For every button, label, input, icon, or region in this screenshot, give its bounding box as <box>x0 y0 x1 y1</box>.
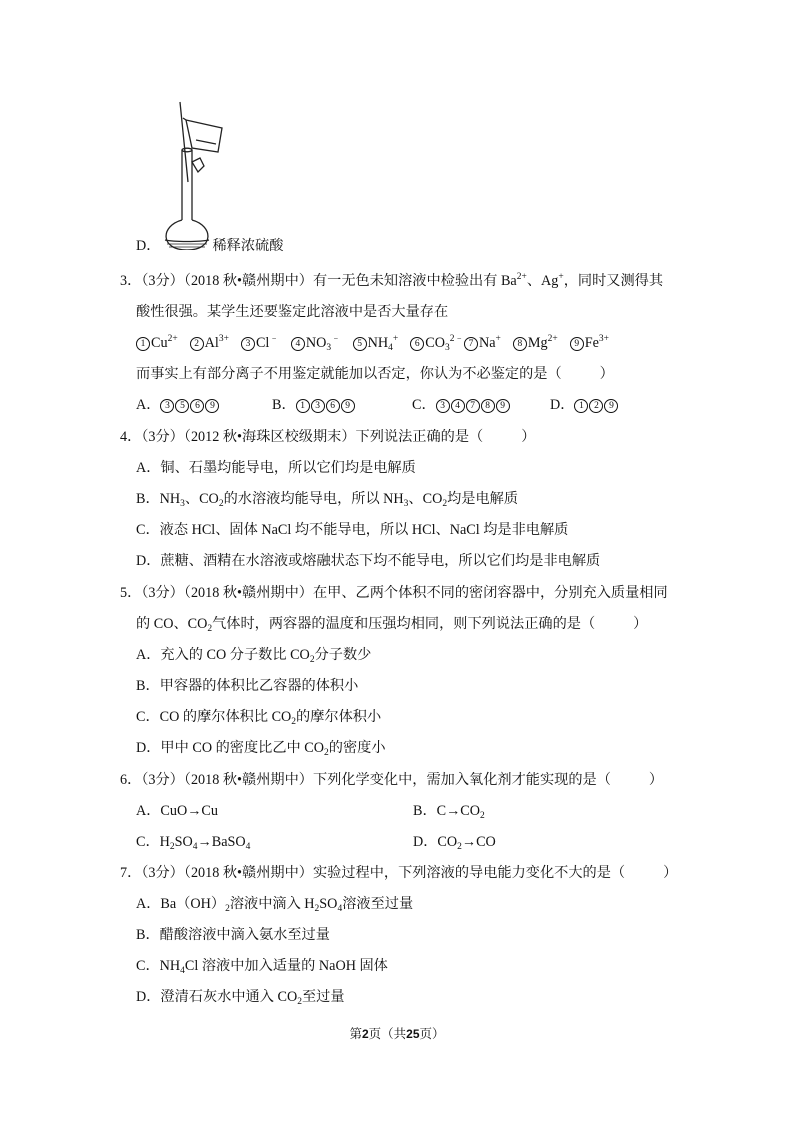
circled-number: 3 <box>311 399 325 413</box>
option-letter: D． <box>550 397 575 413</box>
circled-number: 9 <box>205 399 219 413</box>
circled-number: 3 <box>160 399 174 413</box>
ion-charge: ﹣ <box>269 334 279 344</box>
q7-stem <box>120 863 677 883</box>
ion-symbol: CO <box>425 335 445 351</box>
ion-charge: + <box>392 334 399 344</box>
ion-subscript: 3 <box>326 343 332 353</box>
q7-option-a: A．$Ba(OH)_2$溶液中滴入 $H_2SO_4$溶液至过量 <box>136 896 414 914</box>
ion-symbol: Al <box>204 335 219 351</box>
circled-number: 6 <box>410 337 424 351</box>
option-letter: C． <box>412 397 436 413</box>
ion-symbol: Cu <box>151 335 168 351</box>
question-source: （3分）（2018 秋•赣州期中） <box>141 865 313 881</box>
q3-stem-line4 <box>136 364 614 384</box>
q3-stem-line1 <box>120 271 663 291</box>
circled-number: 4 <box>291 337 305 351</box>
option-letter: B． <box>272 397 296 413</box>
circled-number: 8 <box>513 337 527 351</box>
ion-item <box>464 335 501 351</box>
question-number: 5． <box>120 585 142 601</box>
ion-item <box>513 335 558 351</box>
q5-stem-line2: 的 CO、$CO_2$气体时，两容器的温度和压强均相同，则下列说法正确的是（ ） <box>136 616 648 634</box>
q3-option-b[interactable] <box>272 395 356 415</box>
ion-symbol: Cl <box>255 335 270 351</box>
question-number: 7． <box>120 865 142 881</box>
q3-option-d[interactable] <box>550 395 619 415</box>
circled-number: 9 <box>570 337 584 351</box>
q4-stem <box>120 427 535 447</box>
q6-option-a: A．CuO→Cu <box>136 803 218 819</box>
question-text: 下列说法正确的是（ <box>355 429 484 445</box>
circled-number: 8 <box>481 399 495 413</box>
q4-option-a: A．铜、石墨均能导电，所以它们均是电解质 <box>136 460 416 476</box>
circled-number: 6 <box>190 399 204 413</box>
q7-option-d: D．澄清石灰水中通入 $CO_2$至过量 <box>136 989 345 1007</box>
circled-number: 2 <box>190 337 204 351</box>
question-number: 4． <box>120 429 142 445</box>
question-text: ） <box>521 429 536 445</box>
q6-option-d: D．$CO_2\to CO$ <box>413 834 496 852</box>
question-source: （3分）（2018 秋•赣州期中） <box>141 772 313 788</box>
circled-number: 1 <box>296 399 310 413</box>
ion-charge: 2+ <box>516 272 527 282</box>
circled-number: 1 <box>574 399 588 413</box>
q4-option-c: C．液态 HCl、固体 NaCl 均不能导电，所以 HCl、NaCl 均是非电解质 <box>136 522 569 538</box>
question-number: 3． <box>120 273 142 289</box>
question-source: （3分）（2018 秋•赣州期中） <box>141 273 313 289</box>
question-text: 下列化学变化中，需加入氧化剂才能实现的是（ <box>312 772 611 788</box>
ion-symbol: Na <box>479 335 496 351</box>
q5-stem-line1 <box>120 583 668 603</box>
option-letter: D． <box>136 238 161 254</box>
question-text: 、Ag <box>526 273 559 289</box>
q4-option-d: D．蔗糖、酒精在水溶液或熔融状态下均不能导电，所以它们均是非电解质 <box>136 553 601 569</box>
ion-charge: 3+ <box>598 334 610 344</box>
q3-option-c[interactable] <box>412 395 511 415</box>
circled-number: 7 <box>464 337 478 351</box>
ion-item <box>136 335 178 351</box>
ion-charge: + <box>495 334 501 344</box>
q4-option-b: B．$NH_3$、$CO_2$的水溶液均能导电，所以 $NH_3$、$CO_2$均是电解质 <box>136 491 519 509</box>
circled-number: 6 <box>326 399 340 413</box>
ion-charge: 3+ <box>218 334 229 344</box>
ion-item <box>291 335 341 351</box>
question-text: ，同时又测得其 <box>563 273 664 289</box>
volumetric-flask-figure <box>152 100 232 250</box>
circled-number: 5 <box>175 399 189 413</box>
ion-symbol: NO <box>305 335 327 351</box>
ion-charge: 2+ <box>547 334 558 344</box>
q7-option-b: B．醋酸溶液中滴入氨水至过量 <box>136 927 330 943</box>
question-text: 实验过程中，下列溶液的导电能力变化不大的是（ <box>312 865 626 881</box>
question-source: （3分）（2012 秋•海珠区校级期末） <box>141 429 356 445</box>
q6-stem <box>120 770 663 790</box>
circled-number: 9 <box>604 399 618 413</box>
total-pages: 25 <box>406 1027 420 1041</box>
ion-item <box>241 335 279 351</box>
q3-stem-line2: 酸性很强。某学生还要鉴定此溶液中是否大量存在 <box>136 304 449 320</box>
ion-symbol: Mg <box>527 335 548 351</box>
ion-item <box>410 335 464 351</box>
ion-subscript: 4 <box>388 343 393 353</box>
ion-item <box>190 335 229 351</box>
circled-number: 5 <box>353 337 367 351</box>
ion-charge: 2+ <box>167 334 178 344</box>
circled-number: 4 <box>451 399 465 413</box>
q3-option-a[interactable] <box>136 395 220 415</box>
ion-subscript: 3 <box>444 343 450 353</box>
ion-symbol: NH <box>367 335 389 351</box>
circled-number: 1 <box>136 337 150 351</box>
circled-number: 7 <box>466 399 480 413</box>
page-number: 2 <box>361 1027 369 1041</box>
ion-charge: + <box>558 272 564 282</box>
question-text: ） <box>648 772 664 788</box>
circled-number: 3 <box>241 337 255 351</box>
question-source: （3分）（2018 秋•赣州期中） <box>141 585 313 601</box>
circled-number: 9 <box>341 399 355 413</box>
q5-option-d: D．甲中 CO 的密度比乙中 $CO_2$的密度小 <box>136 740 386 758</box>
ion-item <box>353 335 399 351</box>
question-number: 6． <box>120 772 142 788</box>
circled-number: 9 <box>496 399 510 413</box>
circled-number: 3 <box>436 399 450 413</box>
question-text: 有一无色未知溶液中检验出有 Ba <box>312 273 517 289</box>
q6-option-c: C．$H_2SO_4\to BaSO_4$ <box>136 834 251 852</box>
q5-option-a: A．充入的 CO 分子数比 $CO_2$分子数少 <box>136 647 372 665</box>
q5-option-c: C．CO 的摩尔体积比 $CO_2$的摩尔体积小 <box>136 709 382 727</box>
q6-option-b: B．$C\to CO_2$ <box>413 803 485 821</box>
q2-option-d <box>136 236 283 256</box>
q7-option-c: C．$NH_4Cl$ 溶液中加入适量的 NaOH 固体 <box>136 958 388 976</box>
page-footer: 第2页（共25页） <box>349 1027 445 1041</box>
q3-ion-list <box>136 333 621 353</box>
option-letter: A． <box>136 397 161 413</box>
ion-charge: ﹣ <box>331 334 341 344</box>
option-text: 稀释浓硫酸 <box>212 238 284 254</box>
question-text: 而事实上有部分离子不用鉴定就能加以否定，你认为不必鉴定的是（ <box>136 366 562 382</box>
circled-number: 2 <box>589 399 603 413</box>
ion-item <box>570 335 609 351</box>
question-text: ） <box>663 865 678 881</box>
question-text: 在甲、乙两个体积不同的密闭容器中，分别充入质量相同 <box>312 585 668 601</box>
question-text: ） <box>599 366 614 382</box>
q5-option-b: B．甲容器的体积比乙容器的体积小 <box>136 678 359 694</box>
ion-charge: 2﹣ <box>449 334 464 344</box>
ion-symbol: Fe <box>584 335 599 351</box>
